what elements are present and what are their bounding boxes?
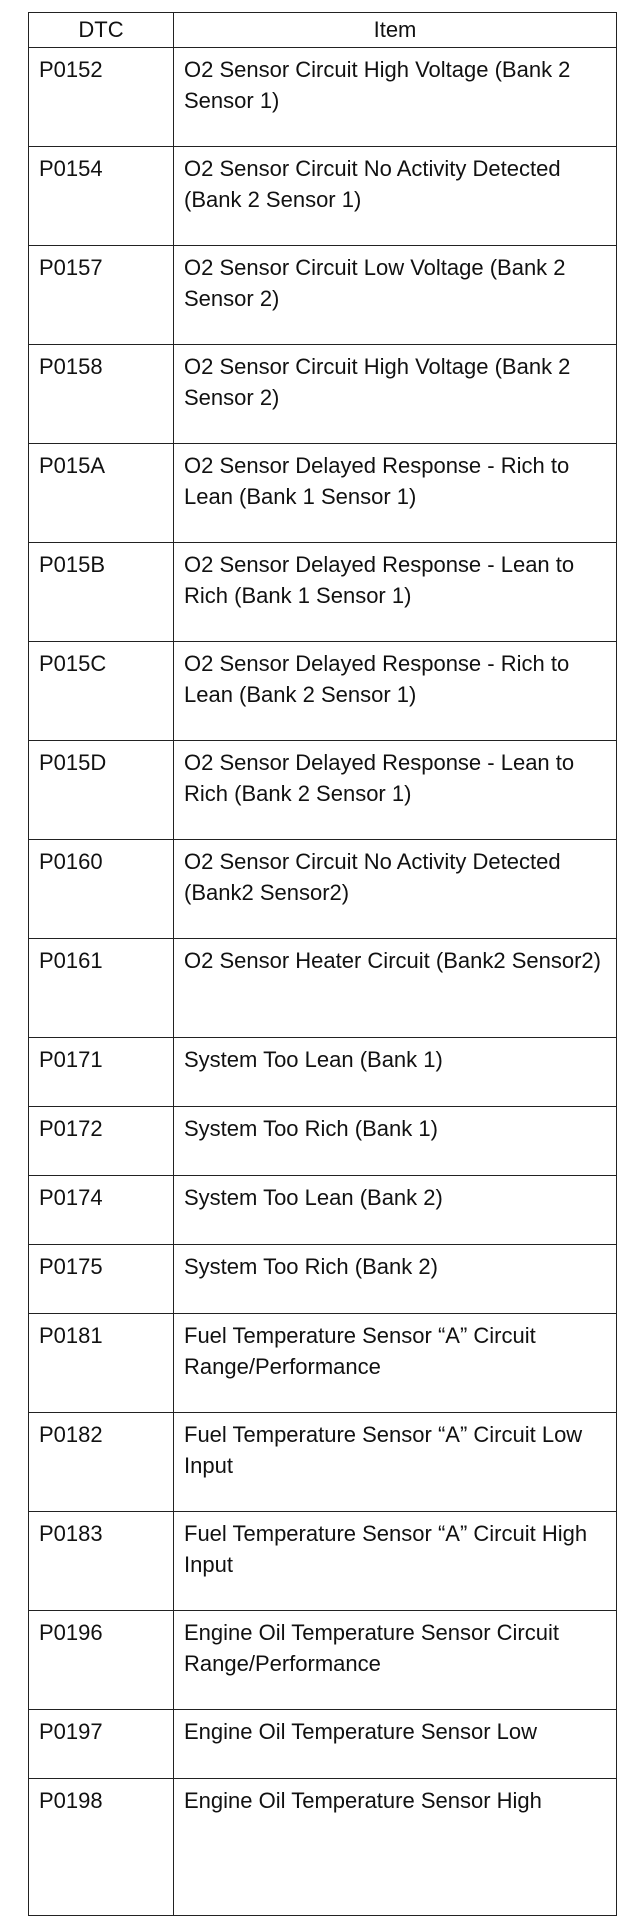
dtc-item: Engine Oil Temperature Sensor Circuit Range/Performance [174,1611,617,1710]
dtc-item: O2 Sensor Delayed Response - Lean to Rich (Bank 2 Sensor 1) [174,741,617,840]
dtc-code: P0160 [29,840,174,939]
dtc-code: P015C [29,642,174,741]
table-body [29,48,617,1916]
dtc-item: O2 Sensor Delayed Response - Rich to Lean (Bank 1 Sensor 1) [174,444,617,543]
dtc-code: P0174 [29,1176,174,1245]
dtc-item: O2 Sensor Circuit No Activity Detected (Bank2 Sensor2) [174,840,617,939]
dtc-code: P0172 [29,1107,174,1176]
dtc-item: Fuel Temperature Sensor “A” Circuit Low Input [174,1413,617,1512]
table-row [29,939,617,1038]
header-dtc: DTC [29,13,174,48]
dtc-item: Fuel Temperature Sensor “A” Circuit Range/Performance [174,1314,617,1413]
dtc-code: P0196 [29,1611,174,1710]
table-row [29,543,617,642]
table-row [29,345,617,444]
table-row [29,444,617,543]
table-row [29,1176,617,1245]
dtc-code: P0158 [29,345,174,444]
dtc-code: P0175 [29,1245,174,1314]
header-item: Item [174,13,617,48]
table-row [29,1779,617,1916]
dtc-item: Fuel Temperature Sensor “A” Circuit High Input [174,1512,617,1611]
table-row [29,741,617,840]
dtc-item: O2 Sensor Delayed Response - Rich to Lean (Bank 2 Sensor 1) [174,642,617,741]
dtc-item: O2 Sensor Circuit High Voltage (Bank 2 Sensor 1) [174,48,617,147]
dtc-item: System Too Lean (Bank 1) [174,1038,617,1107]
table-row [29,642,617,741]
dtc-code: P0197 [29,1710,174,1779]
dtc-code: P015B [29,543,174,642]
dtc-item: O2 Sensor Heater Circuit (Bank2 Sensor2) [174,939,617,1038]
dtc-code: P0198 [29,1779,174,1916]
dtc-code: P015D [29,741,174,840]
table-row [29,1710,617,1779]
dtc-code: P0183 [29,1512,174,1611]
table-row [29,246,617,345]
table-row [29,1512,617,1611]
dtc-item: System Too Rich (Bank 1) [174,1107,617,1176]
dtc-code: P0152 [29,48,174,147]
table-row [29,48,617,147]
dtc-item: System Too Lean (Bank 2) [174,1176,617,1245]
table-row [29,1038,617,1107]
header-row [29,13,617,48]
dtc-item: System Too Rich (Bank 2) [174,1245,617,1314]
dtc-code: P015A [29,444,174,543]
dtc-item: O2 Sensor Circuit High Voltage (Bank 2 Sensor 2) [174,345,617,444]
table-row [29,1413,617,1512]
table-row [29,840,617,939]
dtc-item: Engine Oil Temperature Sensor Low [174,1710,617,1779]
dtc-code: P0154 [29,147,174,246]
dtc-code: P0157 [29,246,174,345]
dtc-code: P0161 [29,939,174,1038]
dtc-item: O2 Sensor Circuit No Activity Detected (Bank 2 Sensor 1) [174,147,617,246]
dtc-item: O2 Sensor Circuit Low Voltage (Bank 2 Sensor 2) [174,246,617,345]
table-row [29,147,617,246]
table-row [29,1245,617,1314]
dtc-code: P0171 [29,1038,174,1107]
dtc-item: Engine Oil Temperature Sensor High [174,1779,617,1916]
table-row [29,1314,617,1413]
dtc-code: P0181 [29,1314,174,1413]
table-row [29,1107,617,1176]
dtc-item: O2 Sensor Delayed Response - Lean to Rich (Bank 1 Sensor 1) [174,543,617,642]
table-row [29,1611,617,1710]
dtc-table [28,12,617,1916]
table-header [29,13,617,48]
dtc-code: P0182 [29,1413,174,1512]
